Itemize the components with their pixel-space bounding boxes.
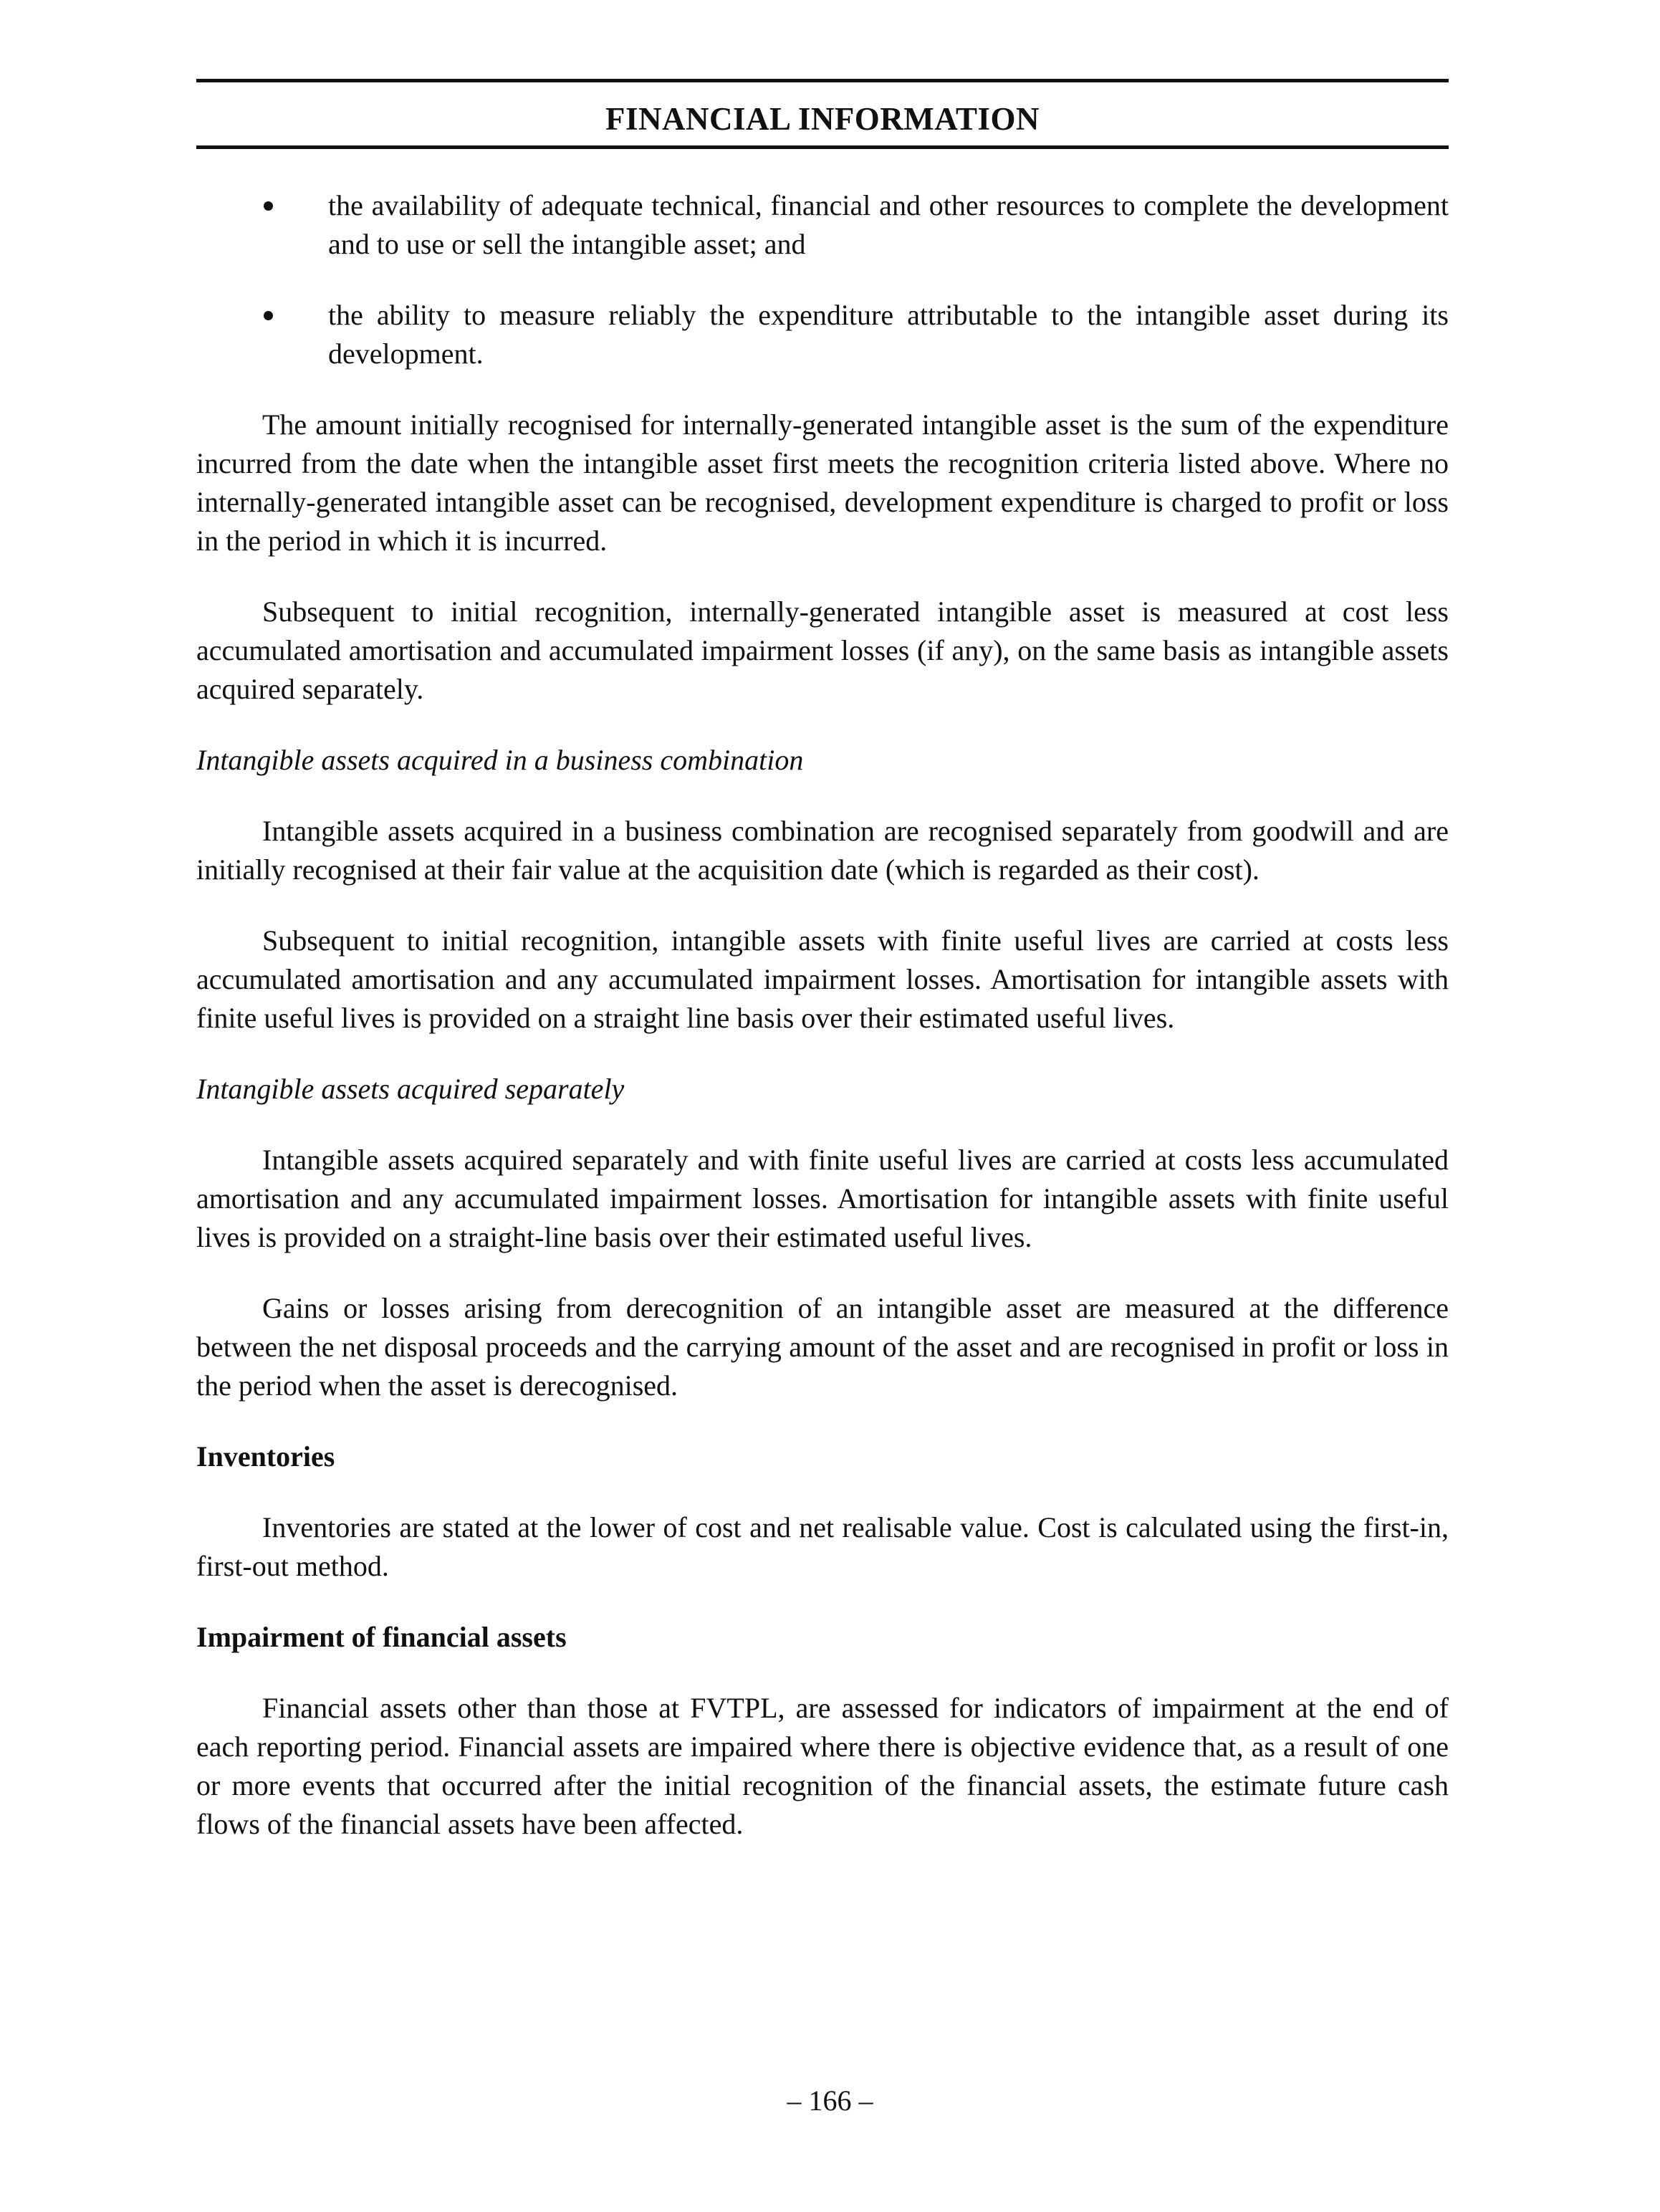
page-header-title: FINANCIAL INFORMATION: [605, 101, 1040, 137]
bullet-text: the availability of adequate technical, financial and other resources to complete the development and to use or sell the intangible asset; and: [328, 189, 1449, 260]
subheading-acquired-separately: Intangible assets acquired separately: [196, 1073, 625, 1105]
subheading-business-combination: Intangible assets acquired in a business combination: [196, 744, 804, 776]
document-body: [196, 186, 1449, 1844]
paragraph-subsequent-measurement: Subsequent to initial recognition, internally-generated intangible asset is measured at cost less accumulated amortisation and accumulated impairment losses (if any), on the same basis as intangible assets acquired separately.: [196, 595, 1449, 705]
paragraph-business-combination-amortisation: Subsequent to initial recognition, intangible assets with finite useful lives are carried at costs less accumulated amortisation and any accumulated impairment losses. Amortisation for intangible assets with finite useful lives is provided on a straight line basis over their estimated useful lives.: [196, 924, 1449, 1034]
header-bottom-rule: [196, 145, 1449, 149]
bullet-item: [196, 186, 1449, 264]
paragraph-impairment: Financial assets other than those at FVTPL, are assessed for indicators of impairment at the end of each reporting period. Financial assets are impaired where there is objective evidence that, as a result of one or more events that occurred after the initial recognition of the financial assets, the estimate future cash flows of the financial assets have been affected.: [196, 1692, 1449, 1840]
paragraph-business-combination-recognition: Intangible assets acquired in a business combination are recognised separately from goodwill and are initially recognised at their fair value at the acquisition date (which is regarded as their cost).: [196, 815, 1449, 886]
bullet-dot-icon: [264, 201, 273, 211]
document-page: [196, 79, 1449, 1876]
paragraph-initial-recognition-amount: The amount initially recognised for internally-generated intangible asset is the sum of the expenditure incurred from the date when the intangible asset first meets the recognition criteria listed above. Where no internally-generated intangible asset can be recognised, development expenditure is charged to profit or loss in the period in which it is incurred.: [196, 408, 1449, 557]
bullet-item: [196, 296, 1449, 373]
paragraph-inventories: Inventories are stated at the lower of cost and net realisable value. Cost is calculated using the first-in, first-out method.: [196, 1511, 1449, 1582]
bullet-text: the ability to measure reliably the expenditure attributable to the intangible asset during its development.: [328, 299, 1449, 370]
section-heading-inventories: Inventories: [196, 1440, 335, 1473]
section-heading-impairment: Impairment of financial assets: [196, 1621, 567, 1653]
page-number: – 166 –: [787, 2084, 873, 2117]
bullet-dot-icon: [264, 311, 273, 320]
paragraph-acquired-separately: Intangible assets acquired separately and with finite useful lives are carried at costs less accumulated amortisation and any accumulated impairment losses. Amortisation for intangible assets with finite useful lives is provided on a straight-line basis over their estimated useful lives.: [196, 1144, 1449, 1253]
paragraph-derecognition: Gains or losses arising from derecognition of an intangible asset are measured at the difference between the net disposal proceeds and the carrying amount of the asset and are recognised in profit or loss in the period when the asset is derecognised.: [196, 1292, 1449, 1402]
